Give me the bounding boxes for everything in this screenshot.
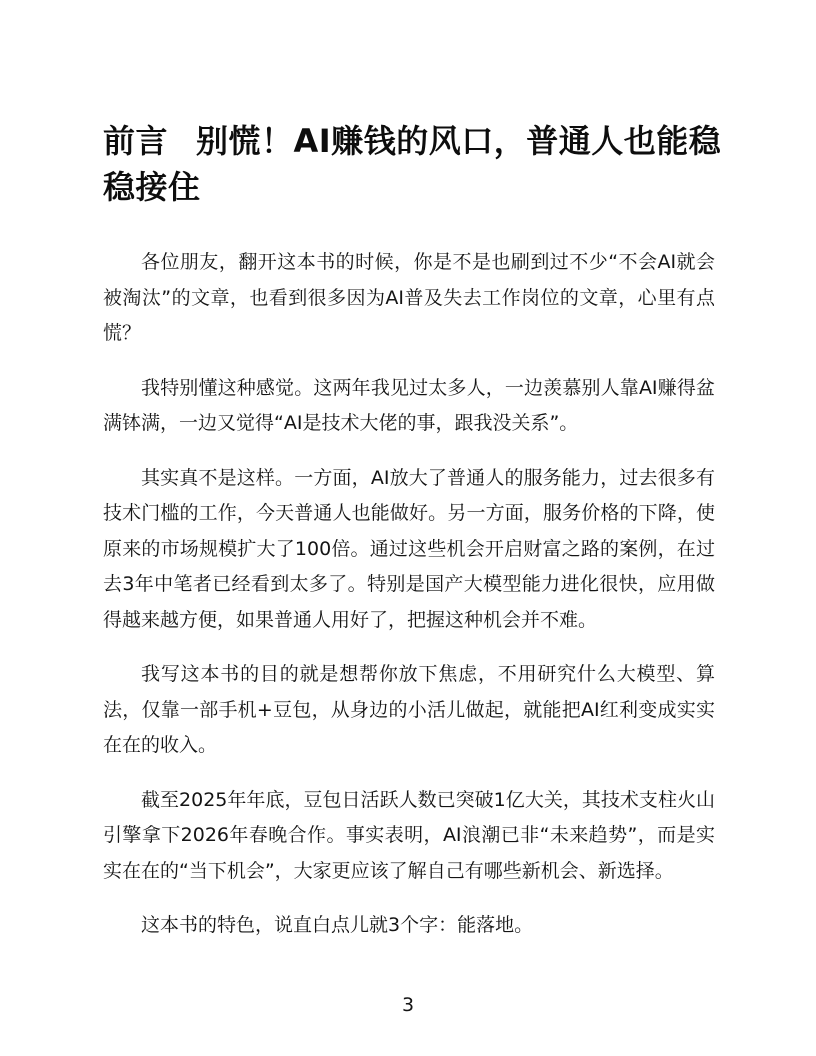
paragraph-2: 我特别懂这种感觉。这两年我见过太多人，一边羡慕别人靠AI赚得盆满钵满，一边又觉得“AI是技术大佬的事，跟我没关系”。	[103, 376, 715, 434]
page-title	[103, 118, 723, 210]
title-label: 前言	[103, 122, 169, 160]
page-number: 3	[401, 994, 415, 1016]
paragraph-1: 各位朋友，翻开这本书的时候，你是不是也刷到过不少“不会AI就会被淘汰”的文章，也看到很多因为AI普及失去工作岗位的文章，心里有点慌？	[103, 251, 715, 344]
paragraph-6: 这本书的特色，说直白点儿就3个字：能落地。	[141, 914, 534, 936]
paragraph-5: 截至2025年年底，豆包日活跃人数已突破1亿大关，其技术支柱火山引擎拿下2026年春晚合作。事实表明，AI浪潮已非“未来趋势”，而是实实在在的“当下机会”，大家更应该了解自己有哪些新机会、新选择。	[103, 788, 715, 882]
body-text	[103, 245, 715, 963]
paragraph-3: 其实真不是这样。一方面，AI放大了普通人的服务能力，过去很多有技术门槛的工作，今天普通人也能做好。另一方面，服务价格的下降，使原来的市场规模扩大了100倍。通过这些机会开启财富之路的案例，在过去3年中笔者已经看到太多了。特别是国产大模型能力进化很快，应用做得越来越方便，如果普通人用好了，把握这种机会并不难。	[103, 466, 715, 631]
paragraph-4: 我写这本书的目的就是想帮你放下焦虑，不用研究什么大模型、算法，仅靠一部手机+豆包，从身边的小活儿做起，就能把AI红利变成实实在在的收入。	[103, 663, 715, 756]
title-text: 别慌！AI赚钱的风口，普通人也能稳稳接住	[103, 122, 722, 206]
